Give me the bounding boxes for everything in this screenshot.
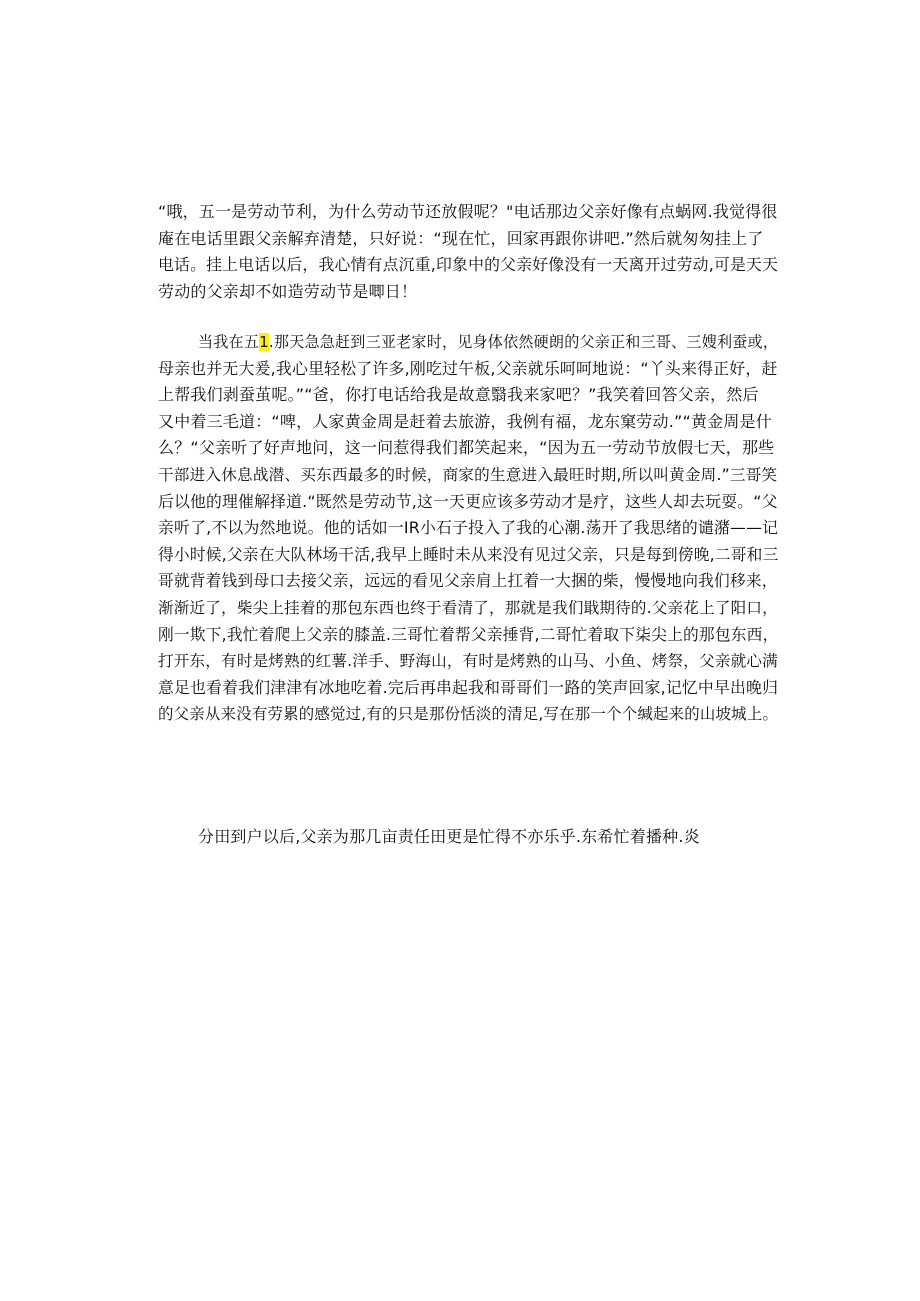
paragraph-phone-call: [158, 199, 778, 305]
paragraph-line: 得小时候,父亲在大队林场干活,我早上睡时未从来没有见过父亲，只是每到傍晚,二哥和三: [158, 544, 779, 564]
paragraph-line: 哥就背着钱到母口去接父亲，远远的看见父亲肩上扛着一大捆的柴，慢慢地向我们移来，: [158, 571, 778, 591]
highlighted-text: 1: [259, 333, 269, 351]
paragraph-line: 庵在电话里跟父亲解弃清楚，只好说：“现在忙，回家再跟你讲吧.”然后就匆匆挂上了: [158, 228, 764, 248]
paragraph-first-line: [158, 329, 778, 356]
paragraph-line: 上帮我们剥蚕茧呢。”“爸，你打电话给我是故意翳我来家吧？”我笑着回答父亲，然后: [158, 385, 759, 405]
paragraph-line: 打开东，有时是烤熟的红薯.洋手、野海山，有时是烤熟的山马、小鱼、烤祭，父亲就心满: [158, 652, 778, 671]
line-text-before: 当我在五: [198, 333, 260, 351]
paragraph-line: 的父亲从来没有劳累的感觉过,有的只是那份恬淡的清足,写在那一个个缄起来的山坡城上。: [158, 705, 779, 724]
paragraph-line: 分田到户以后,父亲为那几亩责任田更是忙得不亦乐乎.东希忙着播种.炎: [198, 827, 700, 846]
paragraph-line: 渐渐近了，柴尖上挂着的那包东西也终于看清了，那就是我们戢期待的.父亲花上了阳口，: [158, 598, 778, 617]
paragraph-line: 电话。挂上电话以后，我心情有点沉重,印象中的父亲好像没有一天离开过劳动,可是天天: [158, 255, 779, 275]
paragraph-line: 亲听了,不以为然地说。他的话如一IR小石子投入了我的心潮.荡开了我思绪的谴潴——记: [158, 518, 779, 538]
paragraph-line: 劳动的父亲却不如造劳动节是唧日！: [158, 281, 418, 301]
line-text-after: .那天急急赶到三亚老家时，见身体依然硬朗的父亲正和三哥、三嫂利蚕或，: [268, 333, 779, 351]
paragraph-line: 意足也看着我们津津有冰地吃着.完后再串起我和哥哥们一路的笑声回家,记忆中早出晚归: [158, 677, 779, 697]
paragraph-line: 么？“父亲听了好声地问，这一问惹得我们都笑起来，“因为五一劳动节放假七天，那些: [158, 438, 775, 458]
paragraph-line: 母亲也并无大爰,我心里轻松了许多,刚吃过午板,父亲就乐呵呵地说：“丫头来得正好，赶: [158, 358, 778, 378]
paragraph-line: 干部进入休息战潜、买东西最多的时候，商家的生意进入最旺时期,所以叫黄金周.”三哥笑: [158, 465, 778, 484]
paragraph-line: 后以他的理催解择道.“既然是劳动节,这一天更应该多劳动才是疗，这些人却去玩耍。“父: [158, 491, 778, 511]
paragraph-line: “哦，五一是劳动节利，为什么劳动节还放假呢？"电话那边父亲好像有点蜗网.我觉得很: [158, 202, 778, 221]
paragraph-line: 刚一欺下,我忙着爬上父亲的膝盖.三哥忙着帮父亲捶背,二哥忙着取下柒尖上的那包东西，: [158, 624, 779, 644]
paragraph-farming: [158, 824, 778, 851]
paragraph-visit-home: [158, 329, 778, 728]
paragraph-line: 又中着三毛道：“啤，人家黄金周是赶着去旅游，我例有福，龙东窠劳动.”“黄金周是什: [158, 411, 772, 431]
